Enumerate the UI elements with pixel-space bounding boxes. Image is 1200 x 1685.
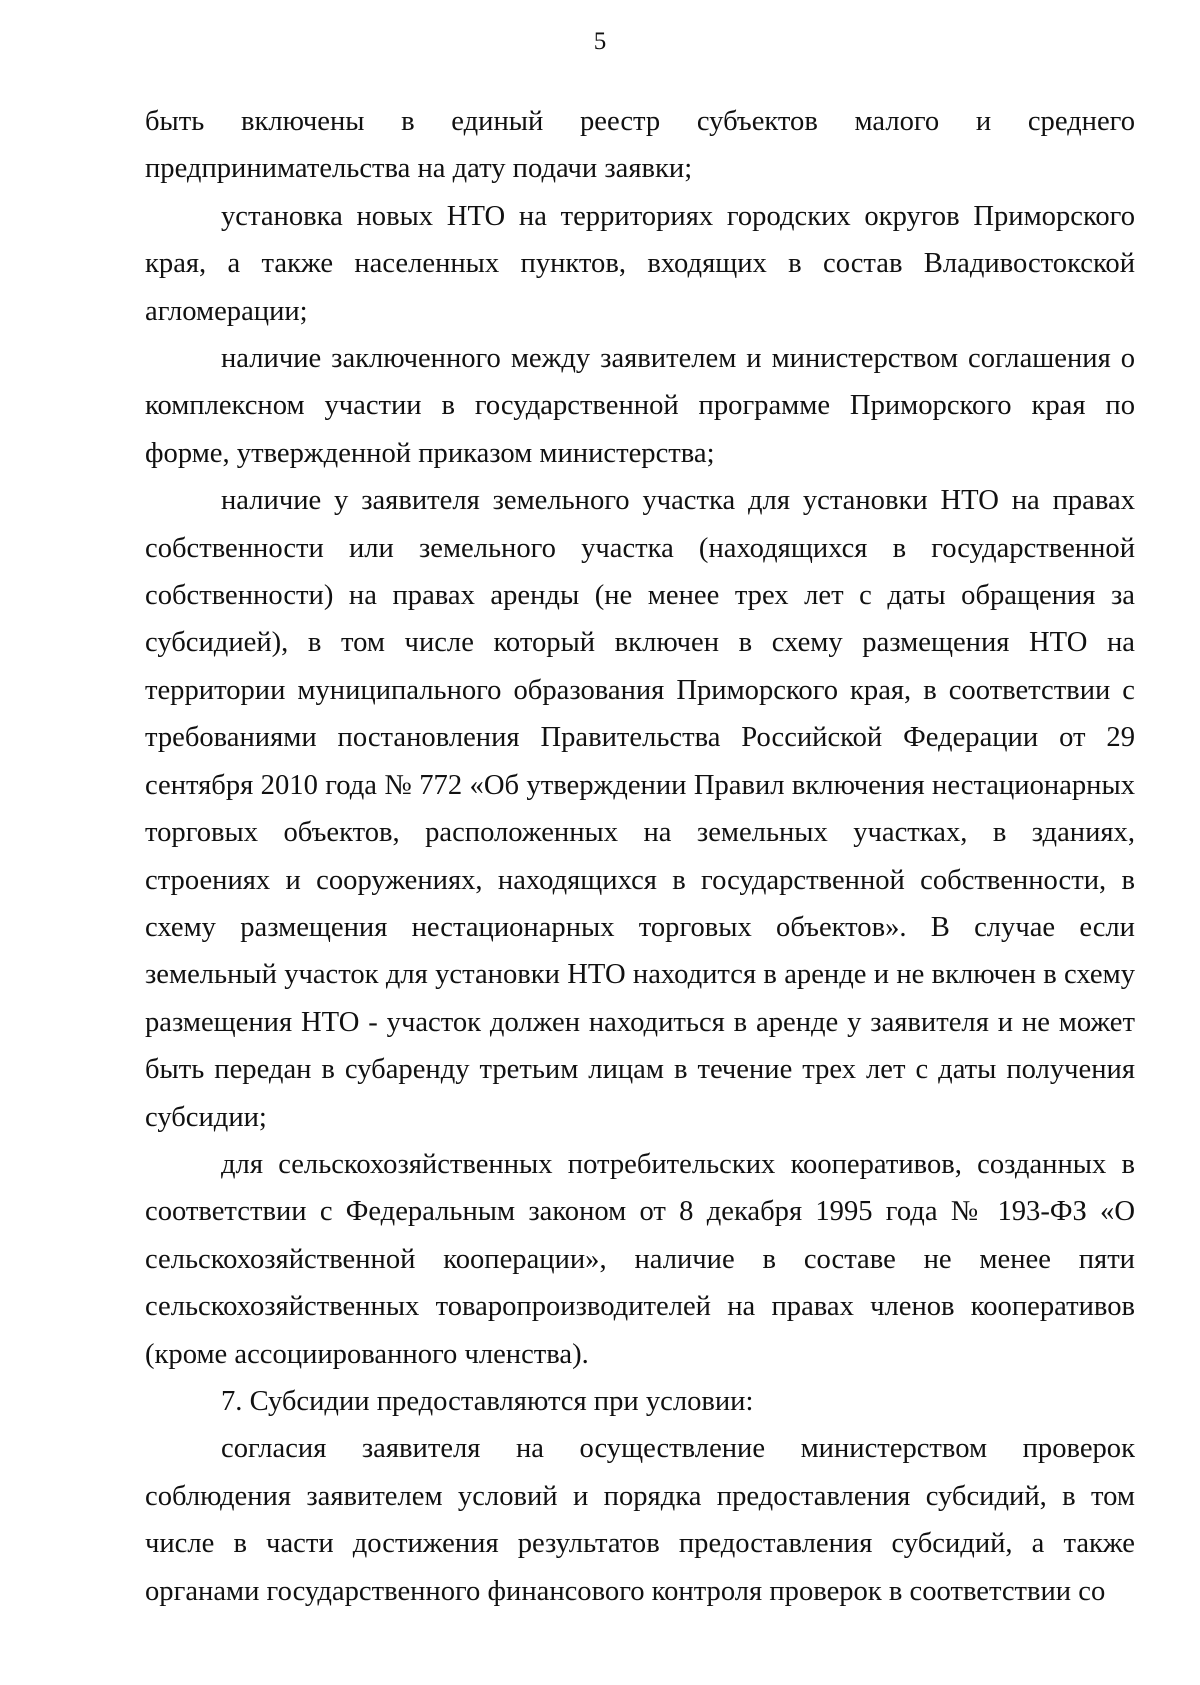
paragraph-ministry-agreement: наличие заключенного между заявителем и министерством соглашения о комплексном участии в государственной программе Приморского края по форме, утвержденной приказом министерства;: [145, 343, 1135, 469]
paragraph-section-7-heading: 7. Субсидии предоставляются при условии:: [221, 1385, 754, 1417]
paragraph-nto-installation: установка новых НТО на территориях городских округов Приморского края, а также населенных пунктов, входящих в состав Владивостокской агломерации;: [145, 200, 1135, 327]
document-body: [145, 98, 1135, 1615]
paragraph-registry-condition: быть включены в единый реестр субъектов малого и среднего предпринимательства на дату подачи заявки;: [145, 106, 1135, 185]
paragraph-cooperatives: для сельскохозяйственных потребительских кооперативов, созданных в соответствии с Федеральным законом от 8 декабря 1995 года № 193-ФЗ «О сельскохозяйственной кооперации», наличие в составе не менее пяти сельскохозяйственных товаропроизводителей на правах членов кооперативов (кроме ассоциированного членства).: [145, 1148, 1135, 1370]
page-number: 5: [593, 28, 607, 55]
paragraph-inspection-consent: согласия заявителя на осуществление министерством проверок соблюдения заявителем условий и порядка предоставления субсидий, в том числе в части достижения результатов предоставления субсидий, а также органами государственного финансового контроля проверок в соответствии со: [145, 1433, 1135, 1607]
paragraph-land-plot: наличие у заявителя земельного участка для установки НТО на правах собственности или земельного участка (находящихся в государственной собственности) на правах аренды (не менее трех лет с даты обращения за субсидией), в том числе который включен в схему размещения НТО на территории муниципального образования Приморского края, в соответствии с требованиями постановления Правительства Российской Федерации от 29 сентября 2010 года № 772 «Об утверждении Правил включения нестационарных торговых объектов, расположенных на земельных участках, в зданиях, строениях и сооружениях, находящихся в государственной собственности, в схему размещения нестационарных торговых объектов». В случае если земельный участок для установки НТО находится в аренде и не включен в схему размещения НТО - участок должен находиться в аренде у заявителя и не может быть передан в субаренду третьим лицам в течение трех лет с даты получения субсидии;: [145, 485, 1135, 1133]
